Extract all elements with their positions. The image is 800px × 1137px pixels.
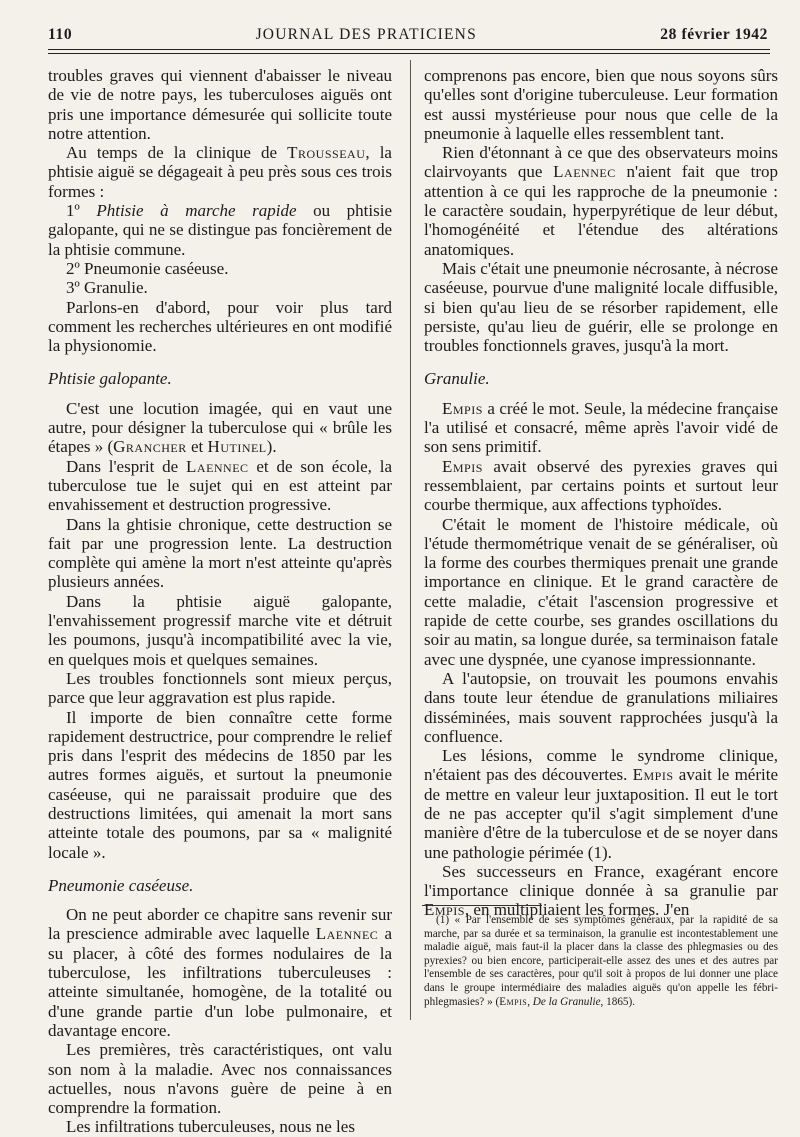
footnote-text [424,914,778,1009]
text: (1) « Par l'ensemble de ses symptômes généraux, par la rapidité de sa marche, par sa durée et sa terminaison, la granulie est incontestablement une maladie aiguë, mais faut-il la placer dans la classe des phlegmasies ou des pyrexies? ou bien encore, participerait-elle assez des unes et des autres par l'ensemble de ses caractères, pour qu'il soit à propos de lui donner une place dans le groupe intermédiaire des maladies aiguës qu'on appelle les fébri-phlegmasies? » ( [424,914,778,1008]
paragraph: A l'autopsie, on trouvait les poumons envahis dans toute leur étendue de granulations miliaires disséminées, mais souvent rapprochées jusqu'à la confluence. [424,668,778,746]
paragraph [48,143,392,201]
author-name: Empis [442,456,483,476]
author-name: Laennec [553,162,616,182]
paragraph [424,399,778,457]
author-name: Trousseau [287,143,366,163]
paragraph [424,862,778,920]
paragraph: troubles graves qui viennent d'abaisser le niveau de vie de notre pays, les tuberculoses aiguës ont pris une importance démesurée qui sollicite toute notre attention. [48,66,392,143]
text: ). [266,437,277,457]
issue-date: 28 février 1942 [660,26,768,43]
running-header [48,22,768,48]
section-title: Pneumonie caséeuse. [48,875,194,895]
book-title: De la Granulie [532,995,601,1008]
author-name: Laennec [186,456,249,476]
paragraph [424,143,778,259]
text: C'est une locution imagée, qui en vaut une autre, pour désigner la tuberculose qui « brûle les étapes » ( [48,398,392,457]
author-name: Empis [499,995,528,1008]
text: Dans l'esprit de [66,456,187,476]
author-name: Empis [424,900,465,920]
text: ou phtisie galopante, qui ne se distingue pas foncièrement de la phtisie commune. [48,201,392,259]
column-divider [410,60,411,1020]
paragraph: Dans la phtisie aiguë galopante, l'envahissement progressif marche vite et détruit les poumons, jusqu'à incompatibilité avec la vie, en quelques mois et quelques semaines. [48,591,392,669]
list-item: 2º Pneumonie caséeuse. [66,258,229,278]
text: avait observé des pyrexies graves qui ressemblaient, par certains points et surtout leur courbe thermique, aux affections typhoïdes. [424,456,778,515]
text: Les lésions, comme le syndrome clinique, n'étaient pas des découvertes. [424,746,778,785]
text: , 1865). [600,995,636,1008]
left-column [48,66,392,1137]
paragraph [48,905,392,1040]
text: a créé le mot. Seule, la médecine française l'a utilisé et consacré, même après l'avoir vidé de son sens primitif. [424,398,778,457]
paragraph: Il importe de bien connaître cette forme rapidement destructrice, pour comprendre le relief pris dans l'esprit des médecins de 1850 par les autres formes aiguës, et surtout la pneumonie caséeuse, qui ne paraissait produire que des destructions limitées, qui amenait la mort sans atteinte totale des poumons, par sa « malignité locale ». [48,707,392,862]
paragraph: Dans la ghtisie chronique, cette destruction se fait par une progression lente. La destruction complète qui amène la mort n'est atteinte qu'après plusieurs années. [48,514,392,592]
emphasis: Phtisie à marche rapide [96,201,297,221]
text: a su placer, à côté des formes nodulaires de la tuberculose, les infiltrations tuberculeuses : atteinte simultanée, homogène, de la totalité ou d'une grande partie d'un lobe pulmonaire, et davantage encore. [48,924,393,1040]
author-name: Laennec [315,924,379,944]
paragraph [424,457,778,515]
text: Ses successeurs en France, exagérant encore l'importance clinique donnée à sa granulie par [424,861,778,901]
footnote-rule [422,905,542,906]
paragraph: Les premières, très caractéristiques, ont valu son nom à la maladie. Avec nos connaissances actuelles, nous n'avons guère de peine à en comprendre la formation. [48,1040,392,1118]
paragraph: comprenons pas encore, bien que nous soyons sûrs qu'elles sont d'origine tuberculeuse. Leur formation est aussi mystérieuse pour nous que celle de la pneumonie à laquelle elles ressemblent tant. [424,66,778,143]
journal-title: JOURNAL DES PRATICIENS [255,26,477,43]
author-name: Hutinel [207,437,267,457]
text: , [527,995,533,1008]
list-item [48,201,392,259]
author-name: Grancher [113,437,187,457]
footnote [424,914,778,1009]
text: Au temps de la clinique de [66,143,288,163]
text: n'aient fait que trop attention à ce qui les rapproche de la pneumonie : le caractère soudain, hyperpyrétique de leur début, l'homogénéité et l'étendue des altérations anatomiques. [424,162,778,259]
paragraph [48,399,392,457]
header-rule-thin [48,53,770,54]
paragraph [424,746,778,862]
text: Rien d'étonnant à ce que des observateurs moins clairvoyants que [424,143,778,182]
text: et de son école, la tuberculose tue le sujet qui en est atteint par envahissement et destruction progressive. [48,456,392,515]
paragraph [48,457,392,515]
section-title: Granulie. [424,369,490,389]
right-column [424,66,778,920]
author-name: Empis [442,398,483,418]
paragraph: Parlons-en d'abord, pour voir plus tard comment les recherches ultérieures en ont modifié la physionomie. [48,297,392,356]
text: , en multipliaient les formes. J'en [464,900,690,920]
text: avait le mérite de mettre en valeur leur juxtaposition. Il eut le tort de ne pas accepter qu'il s'agit simplement d'une manière d'être de la tuberculose et de se noyer dans une pathologie périmée (1). [424,765,779,862]
text: On ne peut aborder ce chapitre sans revenir sur la prescience admirable avec laquelle [48,905,392,944]
list-number: 1º [66,201,97,221]
page-number: 110 [48,26,73,43]
text: , la phtisie aiguë se dégageait à peu près sous ces trois formes : [48,143,392,201]
author-name: Empis [632,765,674,785]
paragraph: Les troubles fonctionnels sont mieux perçus, parce que leur aggravation est plus rapide. [48,668,392,708]
paragraph: Les infiltrations tuberculeuses, nous ne les [66,1117,355,1137]
paragraph: Mais c'était une pneumonie nécrosante, à nécrose caséeuse, pourvue d'une malignité locale diffusible, si bien qu'au lieu de se résorber rapidement, elle persiste, qu'au lieu de guérir, elle se prolonge en troubles fonctionnels graves, jusqu'à la mort. [424,258,778,356]
header-rule [48,49,770,50]
list-item: 3º Granulie. [66,278,148,298]
text: et [186,437,208,457]
paragraph: C'était le moment de l'histoire médicale, où l'étude thermométrique venait de se généraliser, où la forme des courbes thermiques prenait une grande importance en clinique. Et le grand caractère de cette maladie, c'était l'ascension progressive et rapide de cette courbe, ses grandes oscillations du soir au matin, sa longue durée, sa terminaison fatale avec une dyspnée, une cyanose impressionnante. [424,514,778,669]
section-title: Phtisie galopante. [48,369,172,389]
